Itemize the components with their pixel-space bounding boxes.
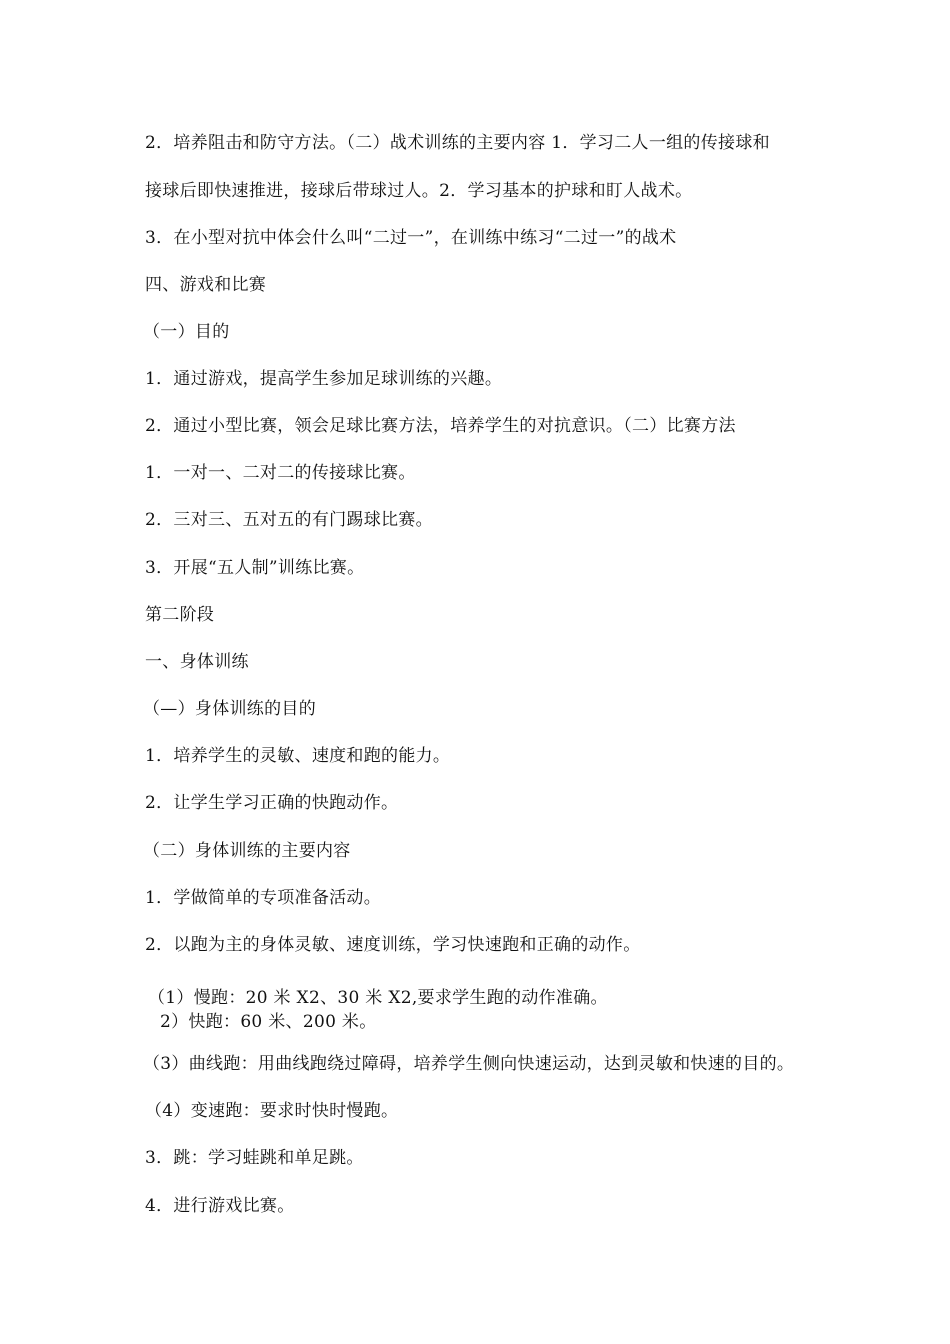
- text-line: 4．进行游戏比赛。: [145, 1196, 295, 1216]
- subsection-heading: （二）身体训练的主要内容: [143, 841, 351, 861]
- subsection-heading: （一）目的: [143, 322, 230, 342]
- text-line: 2．三对三、五对五的有门踢球比赛。: [145, 510, 433, 530]
- text-line: 3．跳：学习蛙跳和单足跳。: [145, 1148, 364, 1168]
- text-line: 2）快跑：60 米、200 米。: [160, 1012, 377, 1032]
- text-line: （4）变速跑：要求时快时慢跑。: [145, 1101, 399, 1121]
- text-line: 1．学做简单的专项准备活动。: [145, 888, 382, 908]
- stage-heading: 第二阶段: [145, 605, 215, 625]
- section-heading: 四、游戏和比赛: [145, 275, 267, 295]
- section-heading: 一、身体训练: [145, 652, 249, 672]
- text-line: 2．通过小型比赛，领会足球比赛方法，培养学生的对抗意识。（二）比赛方法: [145, 416, 736, 436]
- text-line: 2．培养阻击和防守方法。（二）战术训练的主要内容 1．学习二人一组的传接球和: [145, 133, 770, 153]
- text-line: 3．开展“五人制”训练比赛。: [145, 558, 365, 578]
- text-line: 2．让学生学习正确的快跑动作。: [145, 793, 399, 813]
- text-line: 接球后即快速推进，接球后带球过人。2．学习基本的护球和盯人战术。: [145, 181, 693, 201]
- text-line: 2．以跑为主的身体灵敏、速度训练，学习快速跑和正确的动作。: [145, 935, 641, 955]
- text-line: 1．一对一、二对二的传接球比赛。: [145, 463, 416, 483]
- text-line: （3）曲线跑：用曲线跑绕过障碍，培养学生侧向快速运动，达到灵敏和快速的目的。: [143, 1054, 795, 1074]
- text-line: （1）慢跑：20 米 X2、30 米 X2,要求学生跑的动作准确。: [148, 988, 608, 1008]
- text-line: 1．培养学生的灵敏、速度和跑的能力。: [145, 746, 451, 766]
- text-line: 3．在小型对抗中体会什么叫“二过一”，在训练中练习“二过一”的战术: [145, 228, 677, 248]
- subsection-heading: （—）身体训练的目的: [143, 699, 316, 719]
- text-line: 1．通过游戏，提高学生参加足球训练的兴趣。: [145, 369, 503, 389]
